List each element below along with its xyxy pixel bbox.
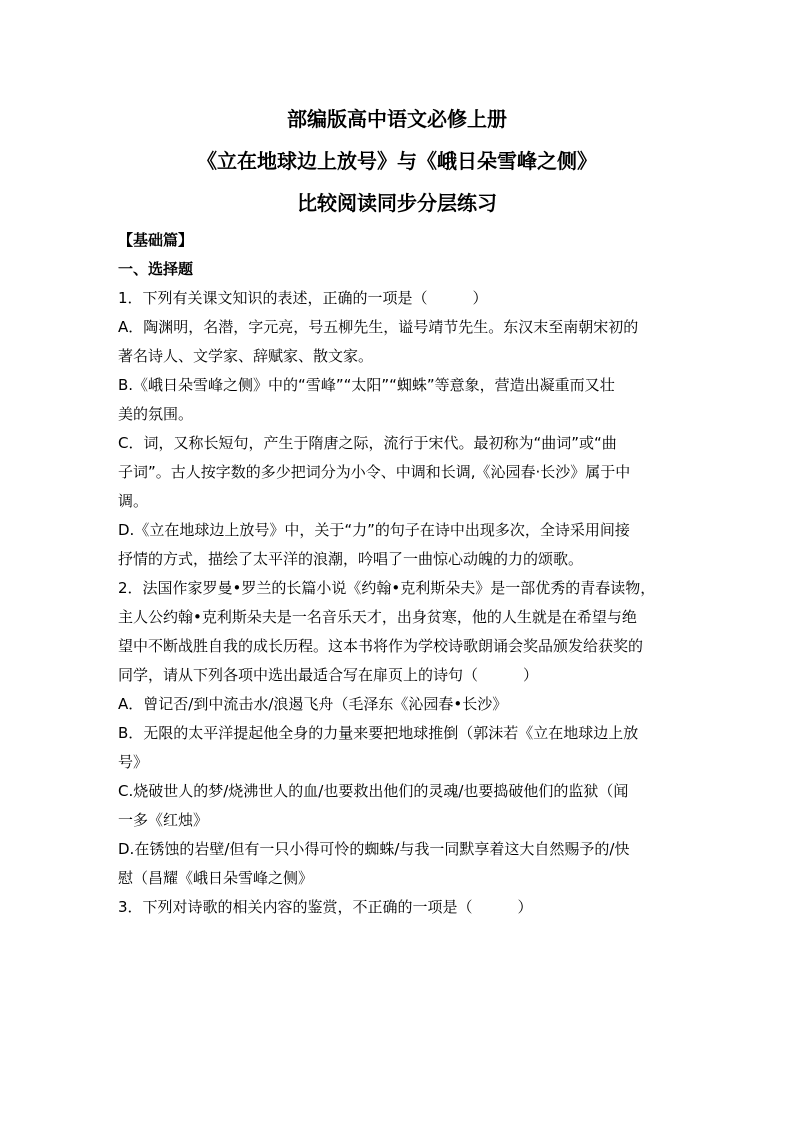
question-2-stem: 2．法国作家罗曼•罗兰的长篇小说《约翰•克利斯朵夫》是一部优秀的青春读物， (118, 579, 656, 597)
question-1-option-a: A．陶渊明，名潜，字元亮，号五柳先生，谥号靖节先生。东汉末至南朝宋初的 (118, 318, 639, 336)
section-label: 【基础篇】 (118, 231, 194, 249)
question-1-option-b: B.《峨日朵雪峰之侧》中的“雪峰”“太阳”“蜘蛛”等意象，营造出凝重而又壮 (118, 376, 615, 394)
question-1-option-c-cont-2: 调。 (118, 492, 149, 510)
document-body (118, 226, 678, 922)
question-1-option-c: C．词，又称长短句，产生于隋唐之际，流行于宋代。最初称为“曲词”或“曲 (118, 434, 617, 452)
question-3-stem: 3．下列对诗歌的相关内容的鉴赏，不正确的一项是（ ） (118, 898, 533, 916)
question-2-option-b-cont: 号》 (118, 753, 149, 771)
question-2-stem-cont: 主人公约翰•克利斯朵夫是一名音乐天才，出身贫寒，他的人生就是在希望与绝 (118, 608, 637, 626)
question-1-option-a-cont: 著名诗人、文学家、辞赋家、散文家。 (118, 347, 374, 365)
question-2-option-a: A．曾记否/到中流击水/浪遏飞舟（毛泽东《沁园春•长沙》 (118, 695, 508, 713)
document-title (0, 98, 794, 224)
question-1-option-d: D.《立在地球边上放号》中，关于“力”的句子在诗中出现多次，全诗采用间接 (118, 521, 630, 539)
question-2-option-c-cont: 一多《红烛》 (118, 811, 209, 829)
question-2-option-c: C.烧破世人的梦/烧沸世人的血/也要救出他们的灵魂/也要捣破他们的监狱（闻 (118, 782, 629, 800)
question-1-option-d-cont: 抒情的方式，描绘了太平洋的浪潮，吟唱了一曲惊心动魄的力的颂歌。 (118, 550, 584, 568)
title-line-3: 比较阅读同步分层练习 (297, 191, 497, 215)
part-heading: 一、选择题 (118, 260, 194, 278)
question-2-stem-cont-3: 同学，请从下列各项中选出最适合写在扉页上的诗句（ ） (118, 666, 539, 684)
title-line-1: 部编版高中语文必修上册 (287, 107, 507, 131)
question-2-option-d-cont: 慰（昌耀《峨日朵雪峰之侧》 (118, 869, 314, 887)
question-1-option-b-cont: 美的氛围。 (118, 405, 194, 423)
question-2-option-d: D.在锈蚀的岩壁/但有一只小得可怜的蜘蛛/与我一同默享着这大自然赐予的/快 (118, 840, 630, 858)
question-1-stem: 1．下列有关课文知识的表述，正确的一项是（ ） (118, 289, 488, 307)
title-line-2: 《立在地球边上放号》与《峨日朵雪峰之侧》 (197, 149, 597, 173)
question-1-option-c-cont: 子词”。古人按字数的多少把词分为小令、中调和长调,《沁园春·长沙》属于中 (118, 463, 631, 481)
question-2-option-b: B．无限的太平洋提起他全身的力量来要把地球推倒（郭沫若《立在地球边上放 (118, 724, 639, 742)
question-2-stem-cont-2: 望中不断战胜自我的成长历程。这本书将作为学校诗歌朗诵会奖品颁发给获奖的 (118, 637, 644, 655)
